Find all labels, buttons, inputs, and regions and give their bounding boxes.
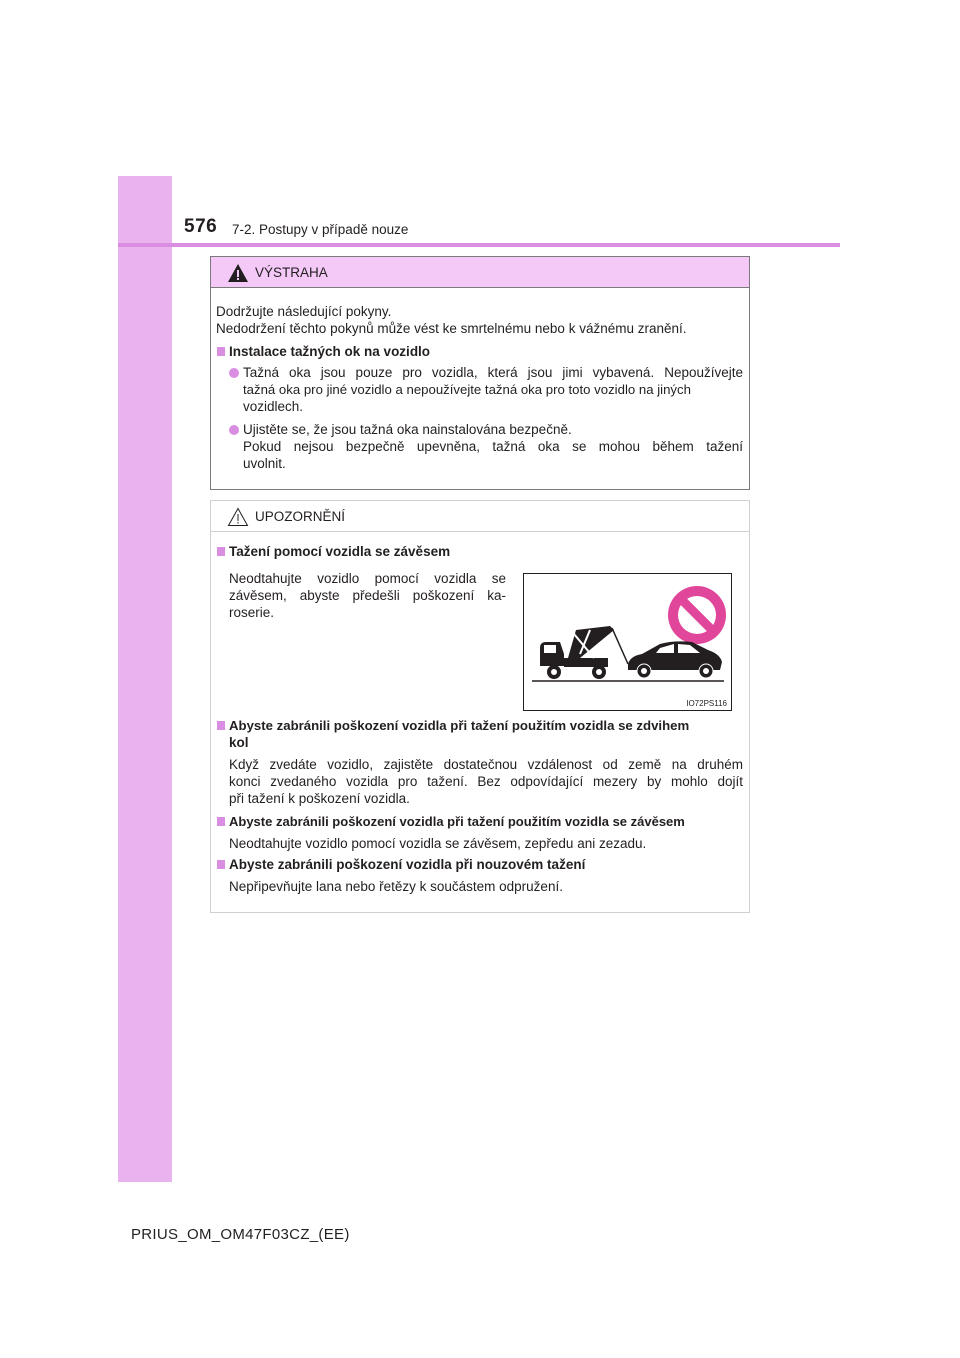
warning-header [211, 257, 749, 288]
section-title: 7-2. Postupy v případě nouze [232, 222, 409, 237]
caution-s1-line2: závěsem, abyste předešli poškození ka- [229, 588, 506, 603]
warning-box [210, 256, 750, 490]
section-bullet-square [217, 817, 225, 826]
caution-heading-2-line2: kol [229, 735, 249, 750]
warning-bullet1-line3: vozidlech. [243, 399, 304, 414]
section-bullet-square [217, 347, 225, 356]
warning-bullet1-line1: Tažná oka jsou pouze pro vozidla, která jsou jimi vybavená. Nepoužívejte [243, 365, 743, 380]
warning-bullet2-line1: Ujistěte se, že jsou tažná oka nainstalována bezpečně. [243, 422, 572, 437]
warning-title: VÝSTRAHA [255, 265, 328, 280]
warning-subheading: Instalace tažných ok na vozidlo [229, 344, 431, 359]
caution-s2-line2: konci zvedaného vozidla pro tažení. Bez odpovídající mezery by mohlo dojít [229, 774, 743, 789]
caution-triangle-icon [227, 507, 249, 527]
bullet-dot [229, 425, 239, 435]
caution-heading-2-line1: Abyste zabránili poškození vozidla při tažení použitím vozidla se zdvihem [229, 718, 690, 733]
warning-intro-line2: Nedodržení těchto pokynů může vést ke smrtelnému nebo k vážnému zranění. [216, 321, 687, 336]
chapter-side-tab [118, 176, 172, 1182]
caution-header [211, 501, 749, 532]
caution-heading-1: Tažení pomocí vozidla se závěsem [229, 544, 451, 559]
warning-bullet1-line2: tažná oka pro jiné vozidlo a nepoužívejte tažná oka pro toto vozidlo na jiných [243, 382, 691, 397]
warning-intro-line1: Dodržujte následující pokyny. [216, 304, 392, 319]
prohibition-icon [668, 586, 726, 644]
caution-title: UPOZORNĚNÍ [255, 509, 346, 524]
caution-s3-line1: Neodtahujte vozidlo pomocí vozidla se závěsem, zepředu ani zezadu. [229, 836, 647, 851]
tow-truck-illustration [523, 573, 732, 711]
bullet-dot [229, 368, 239, 378]
caution-s4-line1: Nepřipevňujte lana nebo řetězy k součástem odpružení. [229, 879, 563, 894]
caution-s1-line1: Neodtahujte vozidlo pomocí vozidla se [229, 571, 506, 586]
caution-s2-line1: Když zvedáte vozidlo, zajistěte dostatečnou vzdálenost od země na druhém [229, 757, 743, 772]
tow-truck-drawing [524, 574, 731, 710]
caution-heading-3: Abyste zabránili poškození vozidla při tažení použitím vozidla se závěsem [229, 814, 685, 829]
caution-s2-line3: při tažení k poškození vozidla. [229, 791, 410, 806]
section-bullet-square [217, 860, 225, 869]
section-bullet-square [217, 721, 225, 730]
header-divider [118, 243, 840, 247]
page-number: 576 [184, 216, 218, 237]
caution-s1-line3: roserie. [229, 605, 275, 620]
warning-triangle-icon [227, 263, 249, 283]
illustration-code: IO72PS116 [686, 699, 727, 708]
caution-heading-4: Abyste zabránili poškození vozidla při nouzovém tažení [229, 857, 586, 872]
warning-bullet2-line3: uvolnit. [243, 456, 286, 471]
document-code-footer: PRIUS_OM_OM47F03CZ_(EE) [131, 1226, 350, 1243]
section-bullet-square [217, 547, 225, 556]
warning-bullet2-line2: Pokud nejsou bezpečně upevněna, tažná oka se mohou během tažení [243, 439, 743, 454]
